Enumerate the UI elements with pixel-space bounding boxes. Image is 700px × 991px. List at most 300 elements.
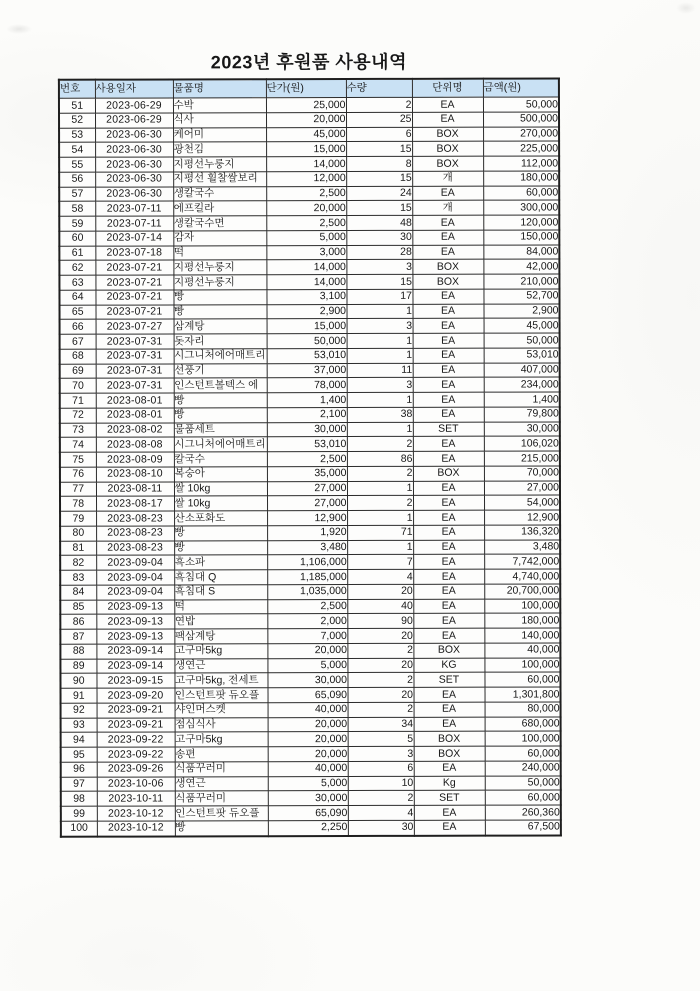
cell-usage-date: 2023-08-02	[96, 422, 174, 437]
cell-number: 71	[60, 393, 96, 408]
cell-quantity: 2	[347, 673, 413, 688]
cell-number: 66	[60, 319, 96, 334]
cell-amount: 60,000	[485, 746, 561, 761]
table-row	[61, 775, 561, 791]
cell-unit-name: EA	[413, 348, 484, 363]
cell-unit-name: BOX	[412, 156, 483, 171]
cell-quantity: 20	[347, 658, 413, 673]
table-row	[59, 289, 559, 305]
cell-unit-price: 53,010	[267, 348, 347, 363]
cell-amount: 680,000	[485, 716, 561, 731]
cell-usage-date: 2023-07-21	[96, 304, 174, 319]
table-row	[60, 480, 560, 496]
cell-number: 85	[60, 600, 96, 615]
cell-quantity: 38	[347, 407, 413, 422]
cell-usage-date: 2023-09-13	[96, 614, 174, 629]
cell-usage-date: 2023-07-31	[96, 334, 174, 349]
cell-amount: 225,000	[483, 141, 559, 156]
cell-number: 94	[61, 732, 97, 747]
cell-unit-name: BOX	[413, 466, 484, 481]
table-body	[59, 97, 561, 836]
cell-number: 86	[60, 614, 96, 629]
cell-quantity: 6	[346, 127, 412, 142]
cell-number: 78	[60, 496, 96, 511]
cell-usage-date: 2023-09-21	[97, 703, 175, 718]
cell-amount: 53,010	[484, 348, 560, 363]
cell-item-name: 수박	[173, 98, 266, 113]
cell-quantity: 90	[347, 614, 413, 629]
cell-item-name: 떡	[174, 599, 267, 614]
cell-unit-name: Kg	[414, 776, 485, 791]
cell-quantity: 1	[347, 333, 413, 348]
cell-quantity: 28	[346, 245, 412, 260]
table-row	[60, 436, 560, 452]
table-row	[60, 613, 560, 629]
cell-unit-name: BOX	[414, 731, 485, 746]
cell-unit-name: EA	[412, 230, 483, 245]
cell-unit-price: 20,000	[266, 112, 346, 127]
cell-unit-name: EA	[414, 761, 485, 776]
cell-number: 64	[59, 290, 95, 305]
cell-amount: 42,000	[483, 259, 559, 274]
cell-number: 99	[61, 806, 97, 821]
cell-quantity: 1	[347, 481, 413, 496]
cell-usage-date: 2023-09-15	[96, 673, 174, 688]
cell-unit-name: EA	[413, 436, 484, 451]
cell-unit-price: 45,000	[266, 127, 346, 142]
cell-unit-price: 5,000	[268, 776, 348, 791]
cell-unit-name: SET	[413, 422, 484, 437]
cell-unit-price: 3,100	[266, 289, 346, 304]
cell-amount: 67,500	[485, 820, 561, 835]
table-row	[60, 539, 560, 555]
cell-amount: 150,000	[483, 230, 559, 245]
table-row	[59, 141, 559, 157]
cell-item-name: 삼계탕	[174, 319, 267, 334]
cell-unit-price: 1,035,000	[267, 584, 347, 599]
cell-amount: 60,000	[485, 790, 561, 805]
cell-unit-name: EA	[413, 451, 484, 466]
cell-number: 95	[61, 747, 97, 762]
cell-amount: 407,000	[484, 362, 560, 377]
cell-item-name: 빵	[174, 525, 267, 540]
cell-quantity: 25	[346, 112, 412, 127]
cell-amount: 106,020	[484, 436, 560, 451]
cell-unit-price: 25,000	[266, 98, 346, 113]
cell-unit-name: EA	[413, 628, 484, 643]
cell-usage-date: 2023-08-01	[96, 408, 174, 423]
cell-item-name: 빵	[173, 289, 266, 304]
cell-quantity: 3	[347, 378, 413, 393]
header-quantity: 수량	[346, 79, 412, 98]
cell-number: 89	[60, 659, 96, 674]
cell-item-name: 지평선누룽지	[173, 260, 266, 275]
cell-amount: 136,320	[484, 525, 560, 540]
table-row	[59, 112, 559, 128]
cell-quantity: 1	[347, 422, 413, 437]
cell-unit-price: 40,000	[268, 761, 348, 776]
cell-item-name: 칼국수	[174, 452, 267, 467]
cell-quantity: 2	[346, 97, 412, 112]
table-row	[60, 392, 560, 408]
cell-item-name: 빵	[174, 540, 267, 555]
cell-amount: 60,000	[483, 185, 559, 200]
cell-unit-name: KG	[413, 658, 484, 673]
cell-unit-price: 15,000	[266, 142, 346, 157]
cell-quantity: 2	[347, 437, 413, 452]
cell-usage-date: 2023-06-30	[95, 127, 173, 142]
cell-number: 57	[59, 187, 95, 202]
cell-usage-date: 2023-10-12	[97, 821, 175, 836]
cell-number: 84	[60, 585, 96, 600]
cell-number: 100	[61, 821, 97, 836]
table-row	[59, 185, 559, 201]
cell-unit-name: SET	[414, 790, 485, 805]
table-row	[59, 126, 559, 142]
cell-amount: 100,000	[485, 731, 561, 746]
cell-unit-price: 7,000	[267, 629, 347, 644]
cell-amount: 3,480	[484, 539, 560, 554]
cell-unit-price: 20,000	[268, 732, 348, 747]
cell-item-name: 선풍기	[174, 363, 267, 378]
cell-usage-date: 2023-08-17	[96, 496, 174, 511]
cell-amount: 50,000	[484, 333, 560, 348]
cell-usage-date: 2023-07-21	[95, 260, 173, 275]
cell-usage-date: 2023-08-08	[96, 437, 174, 452]
cell-unit-name: 개	[412, 171, 483, 186]
cell-usage-date: 2023-06-30	[95, 186, 173, 201]
cell-quantity: 15	[346, 201, 412, 216]
cell-quantity: 71	[347, 525, 413, 540]
cell-quantity: 20	[348, 687, 414, 702]
cell-quantity: 30	[348, 820, 414, 835]
cell-usage-date: 2023-09-14	[96, 644, 174, 659]
cell-amount: 240,000	[485, 761, 561, 776]
cell-unit-price: 2,500	[267, 452, 347, 467]
cell-usage-date: 2023-07-11	[95, 216, 173, 231]
cell-quantity: 7	[347, 555, 413, 570]
cell-quantity: 2	[347, 496, 413, 511]
cell-amount: 60,000	[484, 672, 560, 687]
cell-amount: 2,900	[483, 303, 559, 318]
cell-unit-price: 14,000	[266, 157, 346, 172]
cell-number: 75	[60, 452, 96, 467]
cell-usage-date: 2023-07-18	[95, 245, 173, 260]
cell-usage-date: 2023-07-21	[95, 275, 173, 290]
table-row	[60, 348, 560, 364]
cell-item-name: 쌀 10kg	[174, 496, 267, 511]
header-unit-price: 단가(원)	[266, 79, 346, 98]
cell-number: 59	[59, 216, 95, 231]
table-row	[60, 466, 560, 482]
cell-unit-price: 1,920	[267, 525, 347, 540]
cell-usage-date: 2023-09-14	[96, 658, 174, 673]
cell-item-name: 빵	[174, 304, 267, 319]
cell-unit-name: EA	[412, 186, 483, 201]
cell-number: 73	[60, 423, 96, 438]
cell-unit-price: 2,100	[267, 407, 347, 422]
cell-usage-date: 2023-08-23	[96, 526, 174, 541]
cell-item-name: 인스턴트팟 듀오플	[175, 688, 268, 703]
cell-unit-price: 27,000	[267, 481, 347, 496]
cell-unit-name: EA	[413, 481, 484, 496]
header-usage-date: 사용일자	[95, 79, 173, 98]
cell-number: 90	[60, 673, 96, 688]
cell-amount: 100,000	[484, 598, 560, 613]
table-row	[60, 451, 560, 467]
cell-amount: 270,000	[483, 126, 559, 141]
table-row	[61, 790, 561, 806]
cell-usage-date: 2023-07-31	[96, 349, 174, 364]
cell-unit-price: 20,000	[267, 643, 347, 658]
cell-item-name: 산소포화도	[174, 511, 267, 526]
table-row	[61, 731, 561, 747]
cell-number: 62	[59, 260, 95, 275]
cell-item-name: 생칼국수	[173, 186, 266, 201]
cell-number: 88	[60, 644, 96, 659]
cell-number: 83	[60, 570, 96, 585]
cell-number: 79	[60, 511, 96, 526]
table-row	[59, 97, 559, 113]
cell-number: 92	[61, 703, 97, 718]
cell-unit-price: 2,000	[267, 614, 347, 629]
cell-unit-price: 30,000	[267, 673, 347, 688]
cell-unit-name: EA	[413, 613, 484, 628]
cell-number: 67	[60, 334, 96, 349]
cell-amount: 30,000	[484, 421, 560, 436]
cell-unit-price: 65,090	[268, 688, 348, 703]
cell-unit-name: EA	[413, 584, 484, 599]
cell-item-name: 고구마5kg	[175, 732, 268, 747]
table-row	[60, 525, 560, 541]
cell-usage-date: 2023-06-29	[95, 98, 173, 113]
cell-unit-name: EA	[412, 97, 483, 112]
cell-item-name: 샤인머스켓	[175, 702, 268, 717]
cell-quantity: 8	[346, 156, 412, 171]
cell-unit-name: EA	[413, 510, 484, 525]
cell-usage-date: 2023-09-04	[96, 570, 174, 585]
cell-unit-price: 30,000	[268, 791, 348, 806]
cell-amount: 27,000	[484, 480, 560, 495]
cell-usage-date: 2023-09-13	[96, 629, 174, 644]
cell-unit-price: 14,000	[266, 275, 346, 290]
cell-number: 97	[61, 777, 97, 792]
cell-quantity: 30	[346, 230, 412, 245]
cell-amount: 260,360	[485, 805, 561, 820]
header-unit-name: 단위명	[412, 79, 483, 98]
cell-usage-date: 2023-09-04	[96, 555, 174, 570]
cell-quantity: 3	[346, 260, 412, 275]
cell-amount: 1,400	[484, 392, 560, 407]
cell-usage-date: 2023-07-11	[95, 201, 173, 216]
cell-unit-price: 37,000	[267, 363, 347, 378]
cell-unit-price: 27,000	[267, 496, 347, 511]
cell-quantity: 2	[347, 466, 413, 481]
table-row	[61, 702, 561, 718]
cell-unit-name: EA	[413, 407, 484, 422]
cell-item-name: 식사	[173, 112, 266, 127]
cell-number: 81	[60, 541, 96, 556]
table-row	[61, 746, 561, 762]
table-row	[60, 362, 560, 378]
page-title: 2023년 후원품 사용내역	[210, 51, 407, 73]
cell-unit-price: 5,000	[266, 230, 346, 245]
cell-quantity: 4	[348, 805, 414, 820]
cell-quantity: 15	[346, 274, 412, 289]
cell-item-name: 시그니처에어매트리	[174, 349, 266, 362]
cell-unit-price: 20,000	[268, 747, 348, 762]
cell-unit-price: 20,000	[268, 717, 348, 732]
cell-number: 96	[61, 762, 97, 777]
cell-item-name: 팩삼계탕	[174, 629, 267, 644]
cell-unit-name: BOX	[412, 274, 483, 289]
table-row	[60, 672, 560, 688]
cell-unit-name: BOX	[412, 127, 483, 142]
table-row	[60, 407, 560, 423]
cell-unit-name: EA	[413, 363, 484, 378]
cell-usage-date: 2023-06-30	[95, 142, 173, 157]
table-row	[59, 200, 559, 216]
cell-number: 98	[61, 791, 97, 806]
cell-item-name: 식품꾸러미	[175, 761, 268, 776]
cell-unit-name: EA	[413, 525, 484, 540]
table-row	[59, 215, 559, 231]
table-row	[60, 643, 560, 659]
cell-unit-name: 개	[412, 200, 483, 215]
cell-item-name: 지평선누룽지	[173, 157, 266, 172]
table-row	[59, 259, 559, 275]
cell-unit-name: EA	[413, 599, 484, 614]
cell-number: 72	[60, 408, 96, 423]
cell-quantity: 3	[347, 319, 413, 334]
cell-number: 63	[59, 275, 95, 290]
cell-usage-date: 2023-09-22	[97, 747, 175, 762]
cell-number: 51	[59, 98, 95, 113]
cell-amount: 20,700,000	[484, 584, 560, 599]
cell-quantity: 2	[348, 702, 414, 717]
cell-unit-price: 5,000	[267, 658, 347, 673]
table-row	[59, 244, 559, 260]
cell-quantity: 24	[346, 186, 412, 201]
cell-quantity: 1	[347, 392, 413, 407]
cell-item-name: 송편	[175, 747, 268, 762]
cell-unit-name: EA	[413, 377, 484, 392]
cell-number: 68	[60, 349, 96, 364]
cell-amount: 140,000	[484, 628, 560, 643]
table-row	[61, 687, 561, 703]
cell-quantity: 1	[347, 510, 413, 525]
cell-amount: 215,000	[484, 451, 560, 466]
table-row	[60, 628, 560, 644]
table-row	[59, 274, 559, 290]
cell-quantity: 2	[347, 643, 413, 658]
table-row	[59, 156, 559, 172]
cell-quantity: 2	[348, 791, 414, 806]
cell-number: 56	[59, 172, 95, 187]
cell-amount: 50,000	[485, 775, 561, 790]
cell-item-name: 흑침대 S	[174, 584, 267, 599]
cell-amount: 1,301,800	[485, 687, 561, 702]
cell-quantity: 15	[346, 142, 412, 157]
cell-item-name: 식품꾸러미	[175, 791, 268, 806]
cell-usage-date: 2023-09-22	[97, 732, 175, 747]
table-row	[60, 303, 560, 319]
cell-amount: 12,900	[484, 510, 560, 525]
cell-usage-date: 2023-10-12	[97, 806, 175, 821]
table-row	[61, 805, 561, 821]
cell-unit-name: EA	[412, 304, 483, 319]
cell-amount: 180,000	[484, 613, 560, 628]
header-amount: 금액(원)	[483, 78, 559, 97]
cell-unit-name: BOX	[413, 643, 484, 658]
cell-unit-name: EA	[414, 717, 485, 732]
cell-amount: 300,000	[483, 200, 559, 215]
cell-number: 65	[60, 305, 96, 320]
table-row	[60, 421, 560, 437]
cell-unit-name: EA	[414, 702, 485, 717]
cell-item-name: 돗자리	[174, 334, 267, 349]
cell-amount: 180,000	[483, 171, 559, 186]
cell-unit-name: BOX	[412, 141, 483, 156]
cell-usage-date: 2023-08-23	[96, 511, 174, 526]
cell-number: 52	[59, 113, 95, 128]
table-row	[60, 598, 560, 614]
cell-item-name: 인스턴트팟 듀오플	[175, 806, 268, 821]
table-row	[60, 510, 560, 526]
cell-amount: 52,700	[483, 289, 559, 304]
cell-usage-date: 2023-07-31	[96, 378, 174, 393]
cell-quantity: 11	[347, 363, 413, 378]
cell-item-name: 광천김	[173, 142, 266, 157]
cell-usage-date: 2023-10-11	[97, 791, 175, 806]
cell-number: 93	[61, 718, 97, 733]
cell-usage-date: 2023-07-14	[95, 231, 173, 246]
cell-unit-name: EA	[412, 112, 483, 127]
cell-number: 69	[60, 364, 96, 379]
header-item-name: 물품명	[173, 79, 266, 98]
cell-usage-date: 2023-06-29	[95, 113, 173, 128]
cell-amount: 45,000	[484, 318, 560, 333]
cell-usage-date: 2023-06-30	[95, 157, 173, 172]
cell-amount: 234,000	[484, 377, 560, 392]
cell-unit-price: 2,900	[267, 304, 347, 319]
cell-amount: 79,800	[484, 407, 560, 422]
cell-unit-name: BOX	[414, 746, 485, 761]
cell-item-name: 생연근	[174, 658, 267, 673]
cell-unit-price: 3,000	[266, 245, 346, 260]
cell-number: 55	[59, 157, 95, 172]
table-row	[61, 761, 561, 777]
cell-usage-date: 2023-08-23	[96, 540, 174, 555]
cell-unit-price: 78,000	[267, 378, 347, 393]
table-row	[59, 171, 559, 187]
cell-unit-price: 2,500	[266, 216, 346, 231]
cell-number: 53	[59, 128, 95, 143]
table-row	[60, 333, 560, 349]
cell-unit-name: EA	[413, 392, 484, 407]
cell-unit-price: 1,185,000	[267, 570, 347, 585]
cell-usage-date: 2023-08-10	[96, 467, 174, 482]
cell-unit-price: 14,000	[266, 260, 346, 275]
cell-unit-name: EA	[413, 569, 484, 584]
cell-item-name: 에프킬라	[173, 201, 266, 216]
cell-unit-price: 2,500	[266, 186, 346, 201]
cell-item-name: 감자	[173, 230, 266, 245]
cell-quantity: 6	[348, 761, 414, 776]
cell-usage-date: 2023-09-21	[97, 717, 175, 732]
table-row	[60, 377, 560, 393]
cell-unit-name: EA	[413, 318, 484, 333]
